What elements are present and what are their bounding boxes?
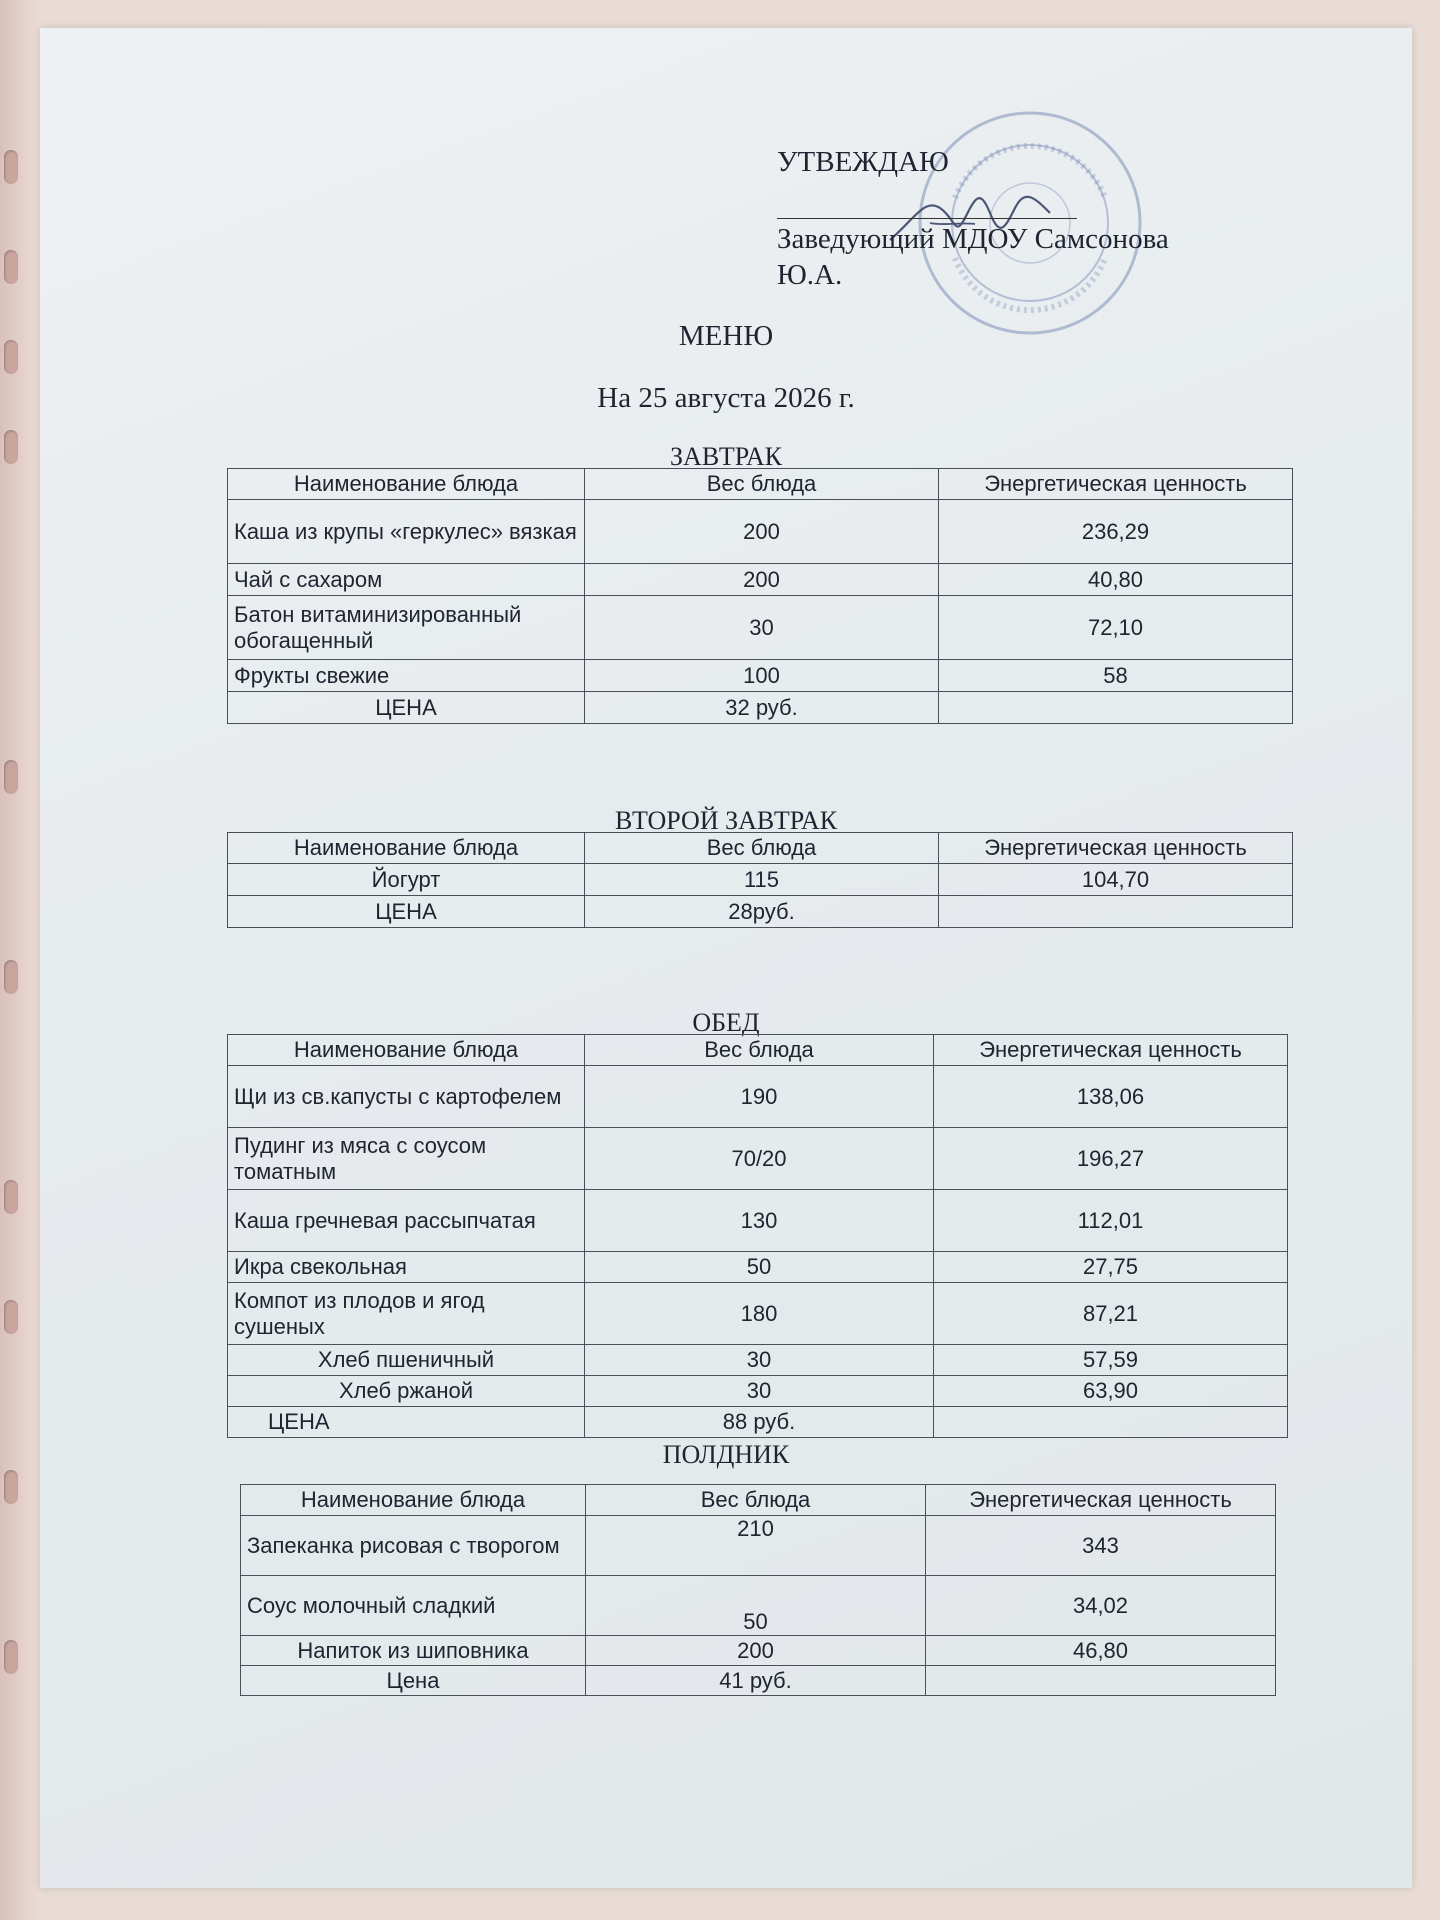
price-row [241,1666,1276,1696]
table-row [228,1128,1288,1190]
table-row [241,1516,1276,1576]
price-label: Цена [241,1666,586,1696]
price-row [228,692,1293,724]
table-row [228,864,1293,896]
dish-energy: 34,02 [926,1576,1276,1636]
price-value: 28руб. [585,896,939,928]
dish-weight: 180 [585,1283,934,1345]
table-row [228,1376,1288,1407]
lunch-table [227,1034,1288,1438]
column-header-weight: Вес блюда [586,1485,926,1516]
price-value: 41 руб. [586,1666,926,1696]
dish-energy: 58 [939,660,1293,692]
dish-weight: 70/20 [585,1128,934,1190]
dish-weight: 100 [585,660,939,692]
page-title: МЕНЮ [678,320,774,352]
price-row [228,896,1293,928]
price-row [228,1407,1288,1438]
table-row [241,1576,1276,1636]
column-header-energy: Энергетическая ценность [939,469,1293,500]
dish-weight: 200 [585,564,939,596]
column-header-name: Наименование блюда [228,833,585,864]
breakfast-table [227,468,1293,724]
table-row [228,1252,1288,1283]
afternoon-snack-table [240,1484,1276,1696]
binder-hole [4,1300,18,1334]
table-row [228,1190,1288,1252]
price-label: ЦЕНА [228,692,585,724]
empty-cell [939,692,1293,724]
dish-name: Батон витаминизированный обогащенный [228,596,585,660]
empty-cell [926,1666,1276,1696]
table-header-row [228,469,1293,500]
column-header-weight: Вес блюда [585,1035,934,1066]
empty-cell [939,896,1293,928]
table-row [228,596,1293,660]
dish-energy: 138,06 [934,1066,1288,1128]
dish-name: Фрукты свежие [228,660,585,692]
column-header-energy: Энергетическая ценность [926,1485,1276,1516]
dish-energy: 46,80 [926,1636,1276,1666]
dish-energy: 27,75 [934,1252,1288,1283]
menu-date: На 25 августа 2026 г. [597,382,855,414]
second-breakfast-table [227,832,1293,928]
table-row [228,500,1293,564]
section-heading-lunch: ОБЕД [692,1008,760,1037]
dish-weight: 50 [585,1252,934,1283]
dish-energy: 72,10 [939,596,1293,660]
table-row [241,1636,1276,1666]
binder-hole [4,960,18,994]
dish-weight: 30 [585,1376,934,1407]
dish-energy: 40,80 [939,564,1293,596]
dish-weight: 115 [585,864,939,896]
table-row [228,564,1293,596]
approval-block [777,144,1169,293]
dish-name: Компот из плодов и ягод сушеных [228,1283,585,1345]
table-row [228,660,1293,692]
dish-weight: 200 [585,500,939,564]
column-header-name: Наименование блюда [228,469,585,500]
section-heading-second-breakfast: ВТОРОЙ ЗАВТРАК [614,806,838,835]
dish-energy: 343 [926,1516,1276,1576]
table-row [228,1283,1288,1345]
dish-name: Чай с сахаром [228,564,585,596]
dish-energy: 236,29 [939,500,1293,564]
dish-energy: 87,21 [934,1283,1288,1345]
approval-position: Заведующий МДОУ Самсонова [777,223,1169,255]
dish-weight: 30 [585,1345,934,1376]
binder-hole [4,1640,18,1674]
dish-name: Икра свекольная [228,1252,585,1283]
binder-hole [4,250,18,284]
dish-name: Пудинг из мяса с соусом томатным [228,1128,585,1190]
dish-weight: 130 [585,1190,934,1252]
dish-weight: 200 [586,1636,926,1666]
price-value: 88 руб. [585,1407,934,1438]
column-header-name: Наименование блюда [241,1485,586,1516]
binder-hole [4,150,18,184]
column-header-energy: Энергетическая ценность [934,1035,1288,1066]
menu-sheet [40,28,1412,1888]
binder-hole [4,1180,18,1214]
dish-name: Напиток из шиповника [241,1636,586,1666]
column-header-name: Наименование блюда [228,1035,585,1066]
section-heading-breakfast: ЗАВТРАК [670,442,782,471]
dish-weight: 210 [586,1516,926,1576]
table-row [228,1066,1288,1128]
column-header-weight: Вес блюда [585,469,939,500]
dish-name: Хлеб пшеничный [228,1345,585,1376]
dish-energy: 57,59 [934,1345,1288,1376]
price-value: 32 руб. [585,692,939,724]
dish-name: Хлеб ржаной [228,1376,585,1407]
binder-hole [4,1470,18,1504]
dish-name: Щи из св.капусты с картофелем [228,1066,585,1128]
dish-weight: 50 [586,1576,926,1636]
column-header-weight: Вес блюда [585,833,939,864]
approval-initials: Ю.А. [777,259,843,291]
price-label: ЦЕНА [228,1407,585,1438]
binder-strip [0,0,40,1920]
dish-energy: 104,70 [939,864,1293,896]
dish-energy: 112,01 [934,1190,1288,1252]
approval-title: УТВЕЖДАЮ [777,146,949,178]
dish-name: Йогурт [228,864,585,896]
dish-name: Запеканка рисовая с творогом [241,1516,586,1576]
empty-cell [934,1407,1288,1438]
signature-line [777,180,1077,219]
table-header-row [241,1485,1276,1516]
price-label: ЦЕНА [228,896,585,928]
binder-hole [4,760,18,794]
dish-energy: 63,90 [934,1376,1288,1407]
dish-weight: 30 [585,596,939,660]
dish-weight: 190 [585,1066,934,1128]
column-header-energy: Энергетическая ценность [939,833,1293,864]
dish-name: Каша из крупы «геркулес» вязкая [228,500,585,564]
dish-energy: 196,27 [934,1128,1288,1190]
table-header-row [228,1035,1288,1066]
binder-hole [4,430,18,464]
binder-hole [4,340,18,374]
table-header-row [228,833,1293,864]
section-heading-afternoon-snack: ПОЛДНИК [662,1440,790,1469]
table-row [228,1345,1288,1376]
dish-name: Каша гречневая рассыпчатая [228,1190,585,1252]
dish-name: Соус молочный сладкий [241,1576,586,1636]
